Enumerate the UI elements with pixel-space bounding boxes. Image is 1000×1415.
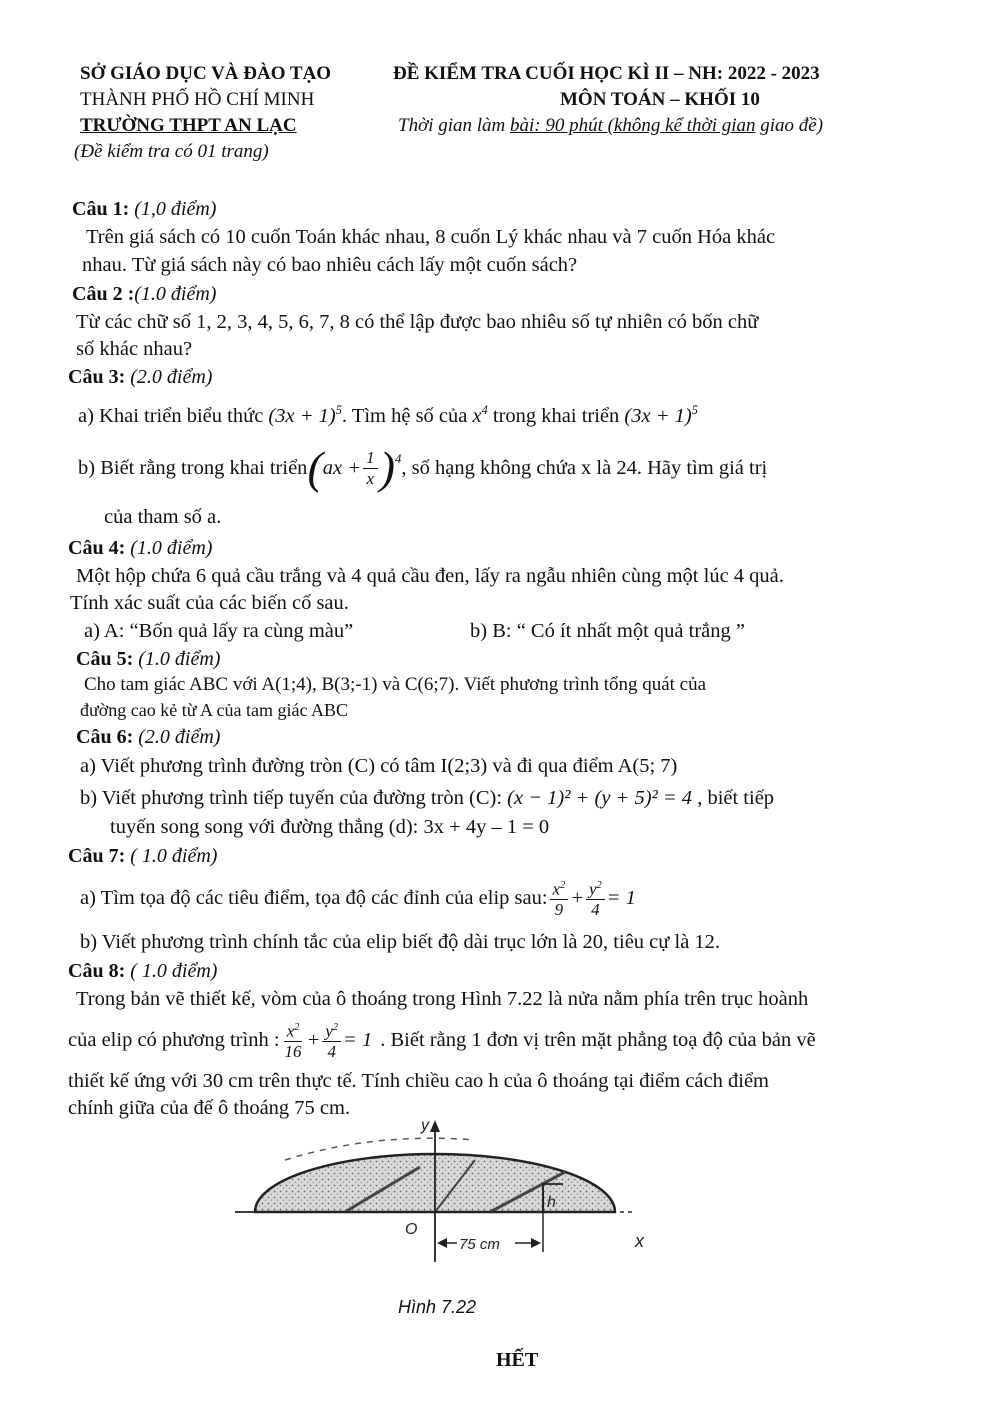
time-note xyxy=(398,114,823,138)
q3-points: (2.0 điểm) xyxy=(130,366,213,388)
q4-title: Câu 4: xyxy=(68,537,126,559)
city-name: THÀNH PHỐ HỒ CHÍ MINH xyxy=(80,89,315,110)
q3a-expr1: $(3x + 1)^5$ xyxy=(268,403,342,427)
q8-line3: thiết kế ứng với 30 cm trên thực tế. Tính chiều cao h của ô thoáng tại điểm cách điểm xyxy=(68,1070,769,1092)
q8-line2-b: . Biết rằng 1 đơn vị trên mặt phẳng toạ độ của bản vẽ xyxy=(380,1029,816,1051)
q5-line1: Cho tam giác ABC với A(1;4), B(3;-1) và C(6;7). Viết phương trình tổng quát của xyxy=(84,674,707,695)
origin-label: O xyxy=(405,1221,418,1238)
q1-line1: Trên giá sách có 10 cuốn Toán khác nhau, 8 cuốn Lý khác nhau và 7 cuốn Hóa khác xyxy=(86,226,776,248)
q4-part-b: b) B: “ Có ít nhất một quả trắng ” xyxy=(470,620,745,642)
q2-line2: số khác nhau? xyxy=(76,338,193,360)
q3a-text1: a) Khai triển biểu thức xyxy=(78,404,269,427)
q3a-text3: trong khai triển xyxy=(487,404,625,427)
q6b-equation: (x − 1)² + (y + 5)² = 4 xyxy=(507,787,693,809)
q3a-text2: . Tìm hệ số của xyxy=(341,404,473,427)
q5-points: (1.0 điểm) xyxy=(138,648,221,670)
exam-title: ĐỀ KIỂM TRA CUỐI HỌC KÌ II – NH: 2022 - 2023 xyxy=(393,63,820,84)
q8-line4: chính giữa của đế ô thoáng 75 cm. xyxy=(68,1097,351,1119)
q4-points: (1.0 điểm) xyxy=(130,537,213,559)
q7-title: Câu 7: xyxy=(68,845,126,867)
figure-7-22 xyxy=(225,1112,665,1272)
q1-points: (1,0 điểm) xyxy=(134,198,217,220)
department-name: SỞ GIÁO DỤC VÀ ĐÀO TẠO xyxy=(80,63,332,84)
q4-line2: Tính xác suất của các biến cố sau. xyxy=(70,592,349,614)
q6-part-a: a) Viết phương trình đường tròn (C) có tâm I(2;3) và đi qua điểm A(5; 7) xyxy=(80,755,678,777)
q6-points: (2.0 điểm) xyxy=(138,726,221,748)
dim-label: 75 cm xyxy=(459,1236,500,1253)
q4-line1: Một hộp chứa 6 quả cầu trắng và 4 quả cầu đen, lấy ra ngẫu nhiên cùng một lúc 4 quả. xyxy=(76,565,784,587)
q7-part-a xyxy=(80,872,636,924)
school-name xyxy=(80,114,297,138)
q3b-text2: , số hạng không chứa x là 24. Hãy tìm giá trị xyxy=(401,457,768,479)
q3-heading xyxy=(68,364,212,390)
q3b-line2: của tham số a. xyxy=(104,506,222,528)
x-axis-label: x xyxy=(635,1231,644,1251)
q3-part-b xyxy=(78,440,767,496)
q8-line2 xyxy=(68,1014,816,1066)
q3b-expr: ( ax + $\frac{1}{x}$ ) $^4$ xyxy=(307,442,402,493)
q8-ellipse-eq: $\frac{x^2}{16}$ + $\frac{y^2}{4}$ = 1 xyxy=(280,1018,373,1063)
q8-points: ( 1.0 điểm) xyxy=(130,960,218,982)
subject-title: MÔN TOÁN – KHỐI 10 xyxy=(560,89,760,110)
time-underlined: bài: 90 phút (không kể thời gian xyxy=(510,115,756,136)
q2-title: Câu 2 : xyxy=(72,283,135,305)
q2-points: (1.0 điểm) xyxy=(134,283,217,305)
q5-line2: đường cao kẻ từ A của tam giác ABC xyxy=(80,700,348,720)
pages-note: (Đề kiểm tra có 01 trang) xyxy=(74,141,269,162)
q1-heading xyxy=(72,196,216,222)
time-suffix: giao đề) xyxy=(755,115,824,136)
q2-line1: Từ các chữ số 1, 2, 3, 4, 5, 6, 7, 8 có thể lập được bao nhiêu số tự nhiên có bốn chữ xyxy=(76,311,759,333)
q3a-expr2: $(3x + 1)^5$ xyxy=(624,403,698,427)
q3-title: Câu 3: xyxy=(68,366,126,388)
q7-points: ( 1.0 điểm) xyxy=(130,845,218,867)
school-name-text: TRƯỜNG THPT AN LẠC xyxy=(80,115,297,136)
q5-heading xyxy=(76,646,220,672)
q6b-text2: , biết tiếp xyxy=(692,787,775,809)
q1-title: Câu 1: xyxy=(72,198,130,220)
q8-heading xyxy=(68,958,217,984)
q6-heading xyxy=(76,724,220,750)
q6b-text1: b) Viết phương trình tiếp tuyến của đường tròn (C): xyxy=(80,787,508,809)
q7-part-b: b) Viết phương trình chính tắc của elip biết độ dài trục lớn là 20, tiêu cự là 12. xyxy=(80,931,721,953)
q1-line2: nhau. Từ giá sách này có bao nhiêu cách lấy một cuốn sách? xyxy=(82,254,578,276)
time-prefix: Thời gian làm xyxy=(398,115,511,136)
q7a-text: a) Tìm tọa độ các tiêu điểm, tọa độ các đỉnh của elip sau: xyxy=(80,887,548,909)
h-label: h xyxy=(547,1194,556,1211)
q7a-ellipse-eq: $\frac{x^2}{9}$ + $\frac{y^2}{4}$ = 1 xyxy=(548,876,636,921)
figure-caption: Hình 7.22 xyxy=(398,1297,477,1317)
q6-title: Câu 6: xyxy=(76,726,134,748)
q3-part-a xyxy=(78,396,698,430)
q5-title: Câu 5: xyxy=(76,648,134,670)
y-axis-arrow xyxy=(430,1120,440,1132)
q7-heading xyxy=(68,843,217,869)
q8-title: Câu 8: xyxy=(68,960,126,982)
q8-line2-a: của elip có phương trình : xyxy=(68,1029,280,1051)
q8-line1: Trong bản vẽ thiết kế, vòm của ô thoáng trong Hình 7.22 là nửa nằm phía trên trục hoành xyxy=(76,988,809,1010)
q3a-x4: $x^4$ xyxy=(472,403,488,427)
q4-heading xyxy=(68,535,212,561)
q6-part-b xyxy=(80,784,774,812)
end-marker: HẾT xyxy=(496,1349,539,1371)
y-axis-label: y xyxy=(421,1117,429,1134)
q2-heading xyxy=(72,281,216,307)
q3b-text1: b) Biết rằng trong khai triển xyxy=(78,457,308,479)
q6b-line2: tuyến song song với đường thẳng (d): 3x + 4y – 1 = 0 xyxy=(110,816,550,838)
q4-part-a: a) A: “Bốn quả lấy ra cùng màu” xyxy=(84,620,354,642)
